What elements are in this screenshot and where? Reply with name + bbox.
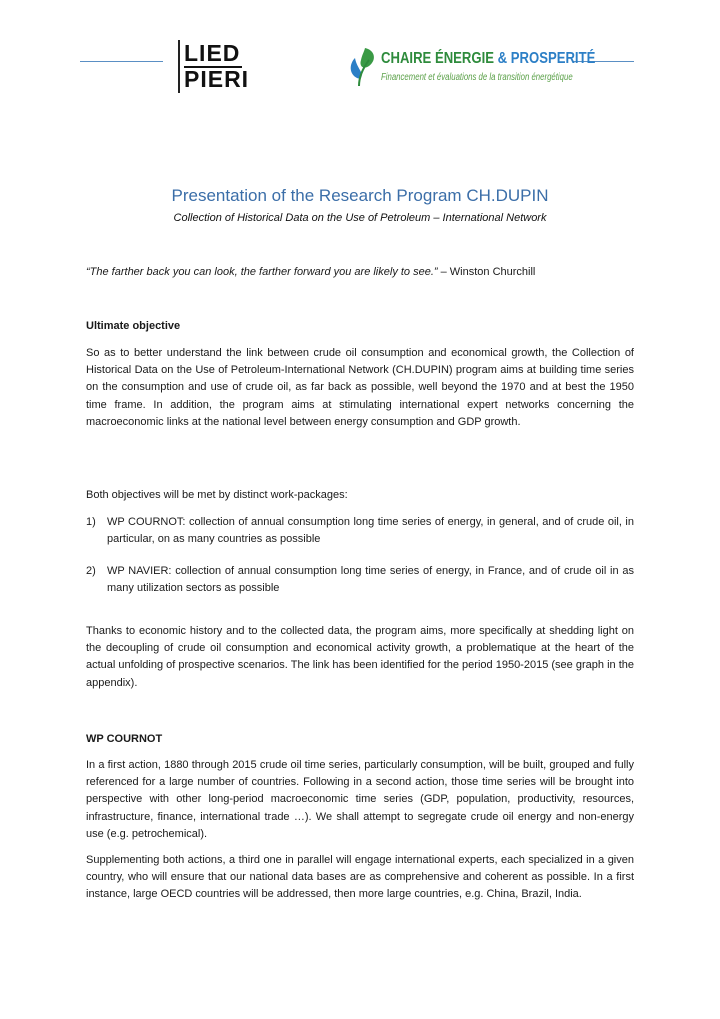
wp-cournot-paragraph-1: In a first action, 1880 through 2015 crude oil time series, particularly consumption, will be built, grouped and fully referenced for a large number of countries. Following in a second action, those time series will be brought into perspective with other long-period macroeconomic time series (GDP, population, productivity, resources, infrastructure, finance, international trade …). We shall attempt to segregate crude oil energy and non-energy use (e.g. petrochemical). bbox=[86, 759, 634, 840]
header-rule-left bbox=[80, 61, 163, 62]
ultimate-objective-paragraph: So as to better understand the link between crude oil consumption and economical growth, the Collection of Historical Data on the Use of Petroleum-International Network (CH.DUPIN) program aims at building time series on the consumption and use of crude oil, as far back as possible, well beyond the 1970 and at best the 1950 time frame. In addition, the program aims at stimulating international expert networks concerning the macroeconomic links at the national level between energy consumption and GDP growth. bbox=[86, 347, 634, 428]
quote-author: – Winston Churchill bbox=[437, 266, 536, 278]
list-item-text: WP NAVIER: collection of annual consumption long time series of energy, in France, and of crude oil in as many utilization sectors as possible bbox=[107, 565, 634, 595]
chaire-logo-title-a: CHAIRE ÉNERGIE bbox=[381, 50, 498, 67]
workpackages-intro: Both objectives will be met by distinct work-packages: bbox=[86, 489, 348, 501]
history-paragraph: Thanks to economic history and to the collected data, the program aims, more specifically at shedding light on the decoupling of crude oil consumption and economical activity growth, a problematique at the heart of the actual unfolding of prospective scenarios. The link has been identified for the period 1950-2015 (see graph in the appendix). bbox=[86, 625, 634, 689]
chaire-logo-title bbox=[381, 50, 595, 68]
chaire-energie-logo bbox=[345, 42, 596, 92]
list-item-number: 2) bbox=[86, 565, 96, 577]
lied-logo-line2: PIERI bbox=[184, 66, 250, 92]
chaire-logo-title-amp: & bbox=[497, 50, 508, 67]
chaire-logo-title-b: PROSPERITÉ bbox=[507, 50, 596, 67]
page-subtitle: Collection of Historical Data on the Use of Petroleum – International Network bbox=[173, 212, 547, 224]
section-heading-wp-cournot: WP COURNOT bbox=[86, 733, 163, 745]
page-title: Presentation of the Research Program CH.DUPIN bbox=[171, 186, 549, 205]
lied-pieri-logo bbox=[178, 40, 250, 93]
section-heading-ultimate-objective: Ultimate objective bbox=[86, 320, 181, 332]
wp-cournot-paragraph-2: Supplementing both actions, a third one in parallel will engage international experts, each specialized in a given country, who will ensure that our national data bases are as comprehensive and coherent as possible. In a first instance, large OECD countries will be addressed, then more large countries, e.g. China, Brazil, India. bbox=[86, 854, 634, 901]
leaf-icon bbox=[345, 44, 379, 88]
list-item-number: 1) bbox=[86, 516, 96, 528]
lied-logo-line1: LIED bbox=[184, 40, 241, 66]
chaire-logo-subtitle: Financement et évaluations de la transition énergétique bbox=[381, 72, 573, 83]
list-item-text: WP COURNOT: collection of annual consumption long time series of energy, in general, and of crude oil, in particular, on as many countries as possible bbox=[107, 516, 634, 546]
quote-text: “The farther back you can look, the farther forward you are likely to see.” bbox=[86, 266, 438, 278]
churchill-quote bbox=[86, 264, 634, 281]
